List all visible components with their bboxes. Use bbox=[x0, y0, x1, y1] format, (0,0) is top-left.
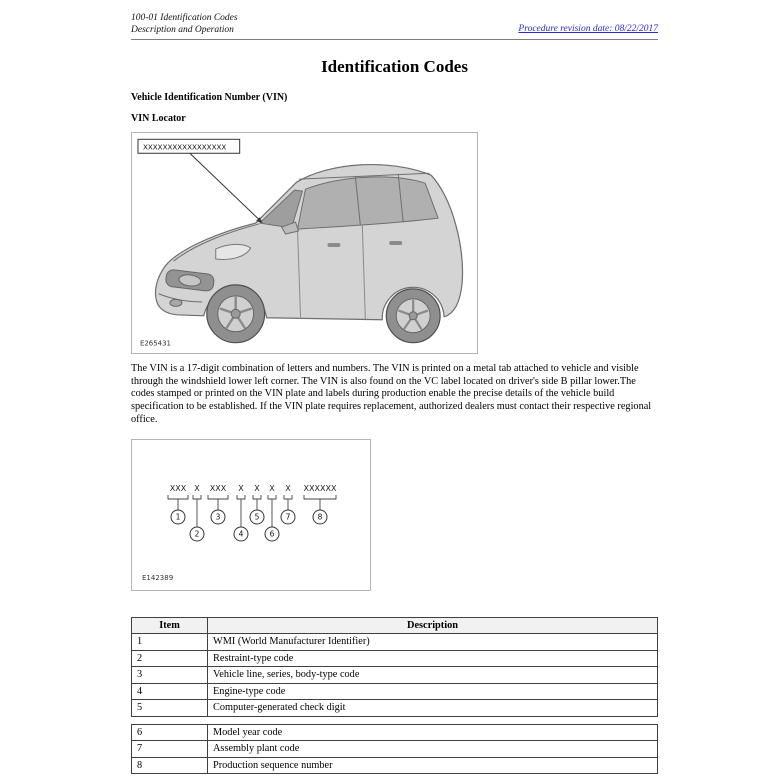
description-cell: Assembly plant code bbox=[208, 741, 658, 758]
column-header-description: Description bbox=[208, 617, 658, 634]
description-cell: Model year code bbox=[208, 724, 658, 741]
vin-character-groups bbox=[170, 484, 337, 493]
callout-number: 8 bbox=[317, 512, 323, 522]
item-number-cell: 1 bbox=[132, 634, 208, 651]
procedure-revision-link[interactable]: Procedure revision date: 08/22/2017 bbox=[518, 24, 658, 34]
vin-description-paragraph: The VIN is a 17-digit combination of letters and numbers. The VIN is printed on a metal tab attached to vehicle and visible through the windshield lower left corner. The VIN is also found on the VC label located on driver's side B pillar lower.The codes stamped or printed on the VIN plate and labels during production enable the precise details of the vehicle build specification to be established. If the VIN plate requires replacement, authorized dealers must contact their respective regional office. bbox=[131, 363, 652, 425]
callout-leader-line bbox=[190, 153, 260, 220]
document-code: 100-01 Identification Codes bbox=[131, 13, 238, 23]
item-number-callouts bbox=[171, 510, 327, 541]
front-door-handle bbox=[327, 243, 340, 247]
callout-number: 1 bbox=[175, 512, 181, 522]
vin-breakdown-figure bbox=[131, 439, 371, 591]
table-row bbox=[132, 634, 658, 651]
item-number-cell: 6 bbox=[132, 724, 208, 741]
document-header-left bbox=[131, 12, 238, 36]
vin-group: XXX bbox=[209, 483, 227, 493]
vin-group: XXX bbox=[169, 483, 187, 493]
description-cell: Computer-generated check digit bbox=[208, 700, 658, 717]
rear-wheel bbox=[386, 289, 440, 343]
vin-breakdown-diagram bbox=[132, 440, 370, 590]
callout-number: 2 bbox=[194, 529, 200, 539]
callout-number: 3 bbox=[215, 512, 221, 522]
vin-group: XXXXXX bbox=[303, 483, 337, 493]
item-number-cell: 7 bbox=[132, 741, 208, 758]
table-row bbox=[132, 650, 658, 667]
table-row bbox=[132, 741, 658, 758]
description-cell: Restraint-type code bbox=[208, 650, 658, 667]
vin-group: X bbox=[194, 483, 200, 493]
vin-group: X bbox=[269, 483, 275, 493]
description-cell: Production sequence number bbox=[208, 757, 658, 774]
vin-callout-label: XXXXXXXXXXXXXXXXX bbox=[142, 142, 227, 152]
table-row bbox=[132, 700, 658, 717]
item-number-cell: 8 bbox=[132, 757, 208, 774]
callout-number: 4 bbox=[238, 529, 244, 539]
heading-vin: Vehicle Identification Number (VIN) bbox=[131, 92, 288, 103]
table-row bbox=[132, 757, 658, 774]
table-row bbox=[132, 667, 658, 684]
figure-code-breakdown: E142389 bbox=[142, 573, 174, 582]
vin-callout bbox=[138, 139, 263, 223]
figure-code-locator: E265431 bbox=[139, 339, 171, 348]
table-header-row bbox=[132, 617, 658, 634]
item-number-cell: 2 bbox=[132, 650, 208, 667]
table-row bbox=[132, 683, 658, 700]
document-type: Description and Operation bbox=[131, 25, 234, 35]
item-number-cell: 4 bbox=[132, 683, 208, 700]
callout-number: 6 bbox=[269, 529, 275, 539]
callout-number: 5 bbox=[254, 512, 260, 522]
description-cell: Engine-type code bbox=[208, 683, 658, 700]
document-header-right bbox=[518, 18, 658, 36]
document-header bbox=[131, 12, 658, 36]
item-number-cell: 3 bbox=[132, 667, 208, 684]
heading-vin-locator: VIN Locator bbox=[131, 113, 186, 124]
column-header-item: Item bbox=[132, 617, 208, 634]
callout-number: 7 bbox=[285, 512, 291, 522]
vin-codes-table bbox=[131, 617, 658, 717]
page-title: Identification Codes bbox=[321, 57, 468, 76]
car-illustration bbox=[155, 165, 462, 343]
item-number-cell: 5 bbox=[132, 700, 208, 717]
vin-group: X bbox=[238, 483, 244, 493]
vin-codes-table-continued bbox=[131, 724, 658, 775]
vin-group: X bbox=[254, 483, 260, 493]
vin-locator-illustration bbox=[132, 133, 477, 353]
fog-light bbox=[170, 299, 182, 306]
vin-group: X bbox=[285, 483, 291, 493]
front-wheel bbox=[207, 285, 265, 343]
description-cell: Vehicle line, series, body-type code bbox=[208, 667, 658, 684]
header-divider bbox=[131, 39, 658, 40]
description-cell: WMI (World Manufacturer Identifier) bbox=[208, 634, 658, 651]
vin-locator-figure bbox=[131, 132, 478, 354]
table-row bbox=[132, 724, 658, 741]
rear-door-handle bbox=[389, 241, 402, 245]
